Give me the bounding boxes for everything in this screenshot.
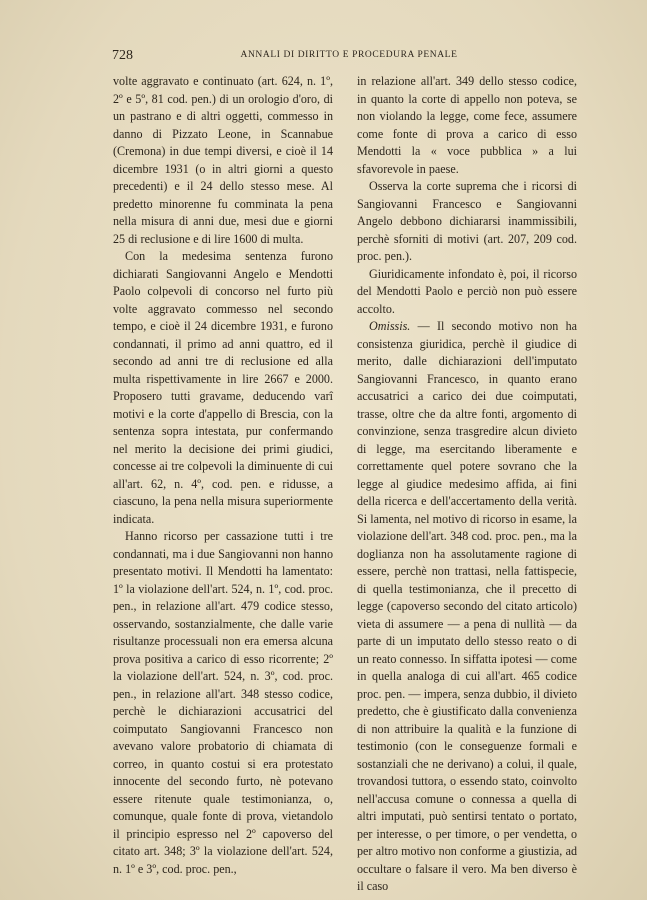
paragraph: Giuridicamente infondato è, poi, il ricorso del Mendotti Paolo e perciò non può essere accolto. <box>357 266 577 316</box>
paragraph <box>357 318 577 896</box>
paragraph: Hanno ricorso per cassazione tutti i tre condannati, ma i due Sangiovanni non hanno presentato motivi. Il Mendotti ha lamentato: 1º la violazione dell'art. 524, n. 1º, cod. proc. pen., in relazione all'art. 479 codice stesso, osservando, sostanzialmente, che dalle varie risultanze processuali non era emersa alcuna prova positiva a carico di esso ricorrente; 2º la violazione dell'art. 524, n. 3º, cod. proc. pen., in relazione all'art. 348 stesso codice, perchè le dichiarazioni accusatrici del coimputato Sangiovanni Francesco non avevano valore probatorio di chiamata di correo, in quanto costui si era protestato innocente del secondo furto, nè potevano essere ritenute quale testimonianza, o, comunque, quale fonte di prova, vietandolo il principio espresso nel 2º capoverso del citato art. 348; 3º la violazione dell'art. 524, n. 1º e 3º, cod. proc. pen., <box>113 529 333 876</box>
paragraph: Osserva la corte suprema che i ricorsi di Sangiovanni Francesco e Sangiovanni Angelo debbono dichiararsi inammissibili, perchè sforniti di motivi (art. 207, 209 cod. proc. pen.). <box>357 179 577 263</box>
paragraph: in relazione all'art. 349 dello stesso codice, in quanto la corte di appello non poteva, se non violando la legge, come fece, assumere come fonte di prova a carico di esso Mendotti la « voce pubblica » a lui sfavorevole in paese. <box>357 74 577 176</box>
paragraph: volte aggravato e continuato (art. 624, n. 1º, 2º e 5º, 81 cod. pen.) di un orologio d'oro, di un pastrano e di altri oggetti, commesso in danno di Pizzato Leone, in Scannabue (Cremona) in due tempi diversi, e cioè il 14 dicembre 1931 (o in altri giorni a questo precedenti) e il 24 dello stesso mese. Al predetto minorenne fu comminata la pena nella misura di anni due, mesi due e giorni 25 di reclusione e di lire 1600 di multa. <box>113 74 333 246</box>
running-title: ANNALI DI DIRITTO E PROCEDURA PENALE <box>240 50 458 60</box>
paragraph-text: — Il secondo motivo non ha consistenza giuridica, perchè il giudice di merito, dalle dichiarazioni dell'imputato Sangiovanni Francesco, in quanto erano accusatrici a carico dei due coimputati, trasse, oltre che da altre fonti, argomento di convinzione, senza trasgredire alcun divieto di legge, ma esercitando liberamente e correttamente quel potere sovrano che la legge al giudice medesimo affida, ai fini della ricerca e dell'accertamento della verità. Si lamenta, nel motivo di ricorso in esame, la violazione dell'art. 348 cod. proc. pen., ma la doglianza non ha assolutamente ragione di essere, perchè non trattasi, nella fattispecie, di quella testimonianza, che il precetto di legge (capoverso secondo del citato articolo) vieta di assumere — a pena di nullità — da parte di un imputato dello stesso reato o di un reato connesso. In siffatta ipotesi — come in quella analoga di cui all'art. 465 codice proc. pen. — impera, senza dubbio, il divieto predetto, che è giustificato dalla convenienza di non attribuire la qualità e la funzione di testimonio (con le conseguenze formali e sostanziali che ne derivano) a colui, il quale, trovandosi tuttora, o essendo stato, coinvolto nell'accusa comune o connessa a quella di altri imputati, può sentirsi tentato o portato, per interesse, o per timore, o per vendetta, o per altro motivo non conforme a giustizia, ad occultare o falsare il vero. Ma ben diverso è il caso <box>357 319 577 893</box>
right-column <box>357 73 577 896</box>
left-column <box>113 73 333 878</box>
page-header <box>112 48 586 66</box>
omissis-label: Omissis. <box>369 319 411 333</box>
page-number: 728 <box>112 48 133 63</box>
paragraph: Con la medesima sentenza furono dichiarati Sangiovanni Angelo e Mendotti Paolo colpevoli di concorso nel furto più volte aggravato commesso nel secondo tempo, e cioè il 24 dicembre 1931, e furono condannati, il primo ad anni quattro, ed il secondo ad anni tre di reclusione ed alla multa rispettivamente in lire 2667 e 2000. Proposero tutti gravame, deducendo varî motivi e la corte d'appello di Brescia, con la sentenza sopra intestata, pur confermando nel merito la decisione dei primi giudici, concesse ai tre colpevoli la diminuente di cui all'art. 62, n. 4º, cod. pen. e ridusse, a ciascuno, la pena nella misura superiormente indicata. <box>113 249 333 526</box>
